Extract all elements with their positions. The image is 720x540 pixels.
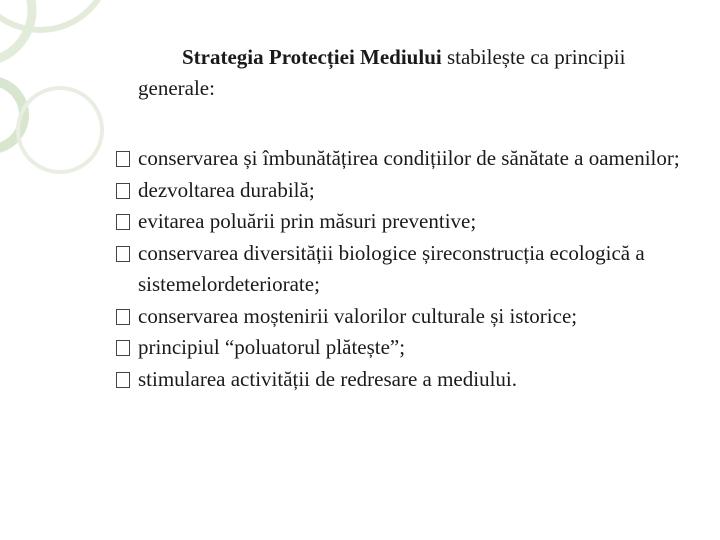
principles-list xyxy=(116,143,706,395)
list-item-text: conservarea moștenirii valorilor culturale și istorice; xyxy=(138,303,578,328)
bullet-icon xyxy=(116,183,130,199)
list-item xyxy=(116,301,706,333)
list-item-text: conservarea și îmbunătățirea condițiilor de sănătate a oamenilor; xyxy=(138,146,680,170)
bullet-icon xyxy=(116,309,130,325)
list-item-text: evitarea poluării prin măsuri preventive; xyxy=(138,209,477,233)
decor-ring-top-2 xyxy=(0,0,110,30)
list-item-text: dezvoltarea durabilă; xyxy=(138,177,315,202)
bullet-icon xyxy=(116,214,130,230)
list-item xyxy=(116,238,706,301)
list-item xyxy=(116,175,706,207)
bullet-icon xyxy=(116,151,130,167)
bullet-icon xyxy=(116,340,130,356)
list-item-text: principiul “poluatorul plătește”; xyxy=(138,335,406,359)
decor-ring-middle-2 xyxy=(18,88,102,172)
list-item xyxy=(116,364,706,396)
list-item xyxy=(116,206,706,238)
intro-paragraph xyxy=(138,42,678,104)
list-item-text: conservarea diversității biologice șireconstrucția ecologică a sistemelordeteriorate; xyxy=(138,240,645,296)
bullet-icon xyxy=(116,246,130,262)
intro-bold-title: Strategia Protecției Mediului xyxy=(182,45,442,69)
bullet-icon xyxy=(116,372,130,388)
list-item-text: stimularea activității de redresare a mediului. xyxy=(138,366,518,391)
list-item xyxy=(116,332,706,364)
decorative-rings xyxy=(0,0,130,200)
list-item xyxy=(116,143,706,175)
intro-text: stabilește ca principii generale: xyxy=(138,45,626,100)
